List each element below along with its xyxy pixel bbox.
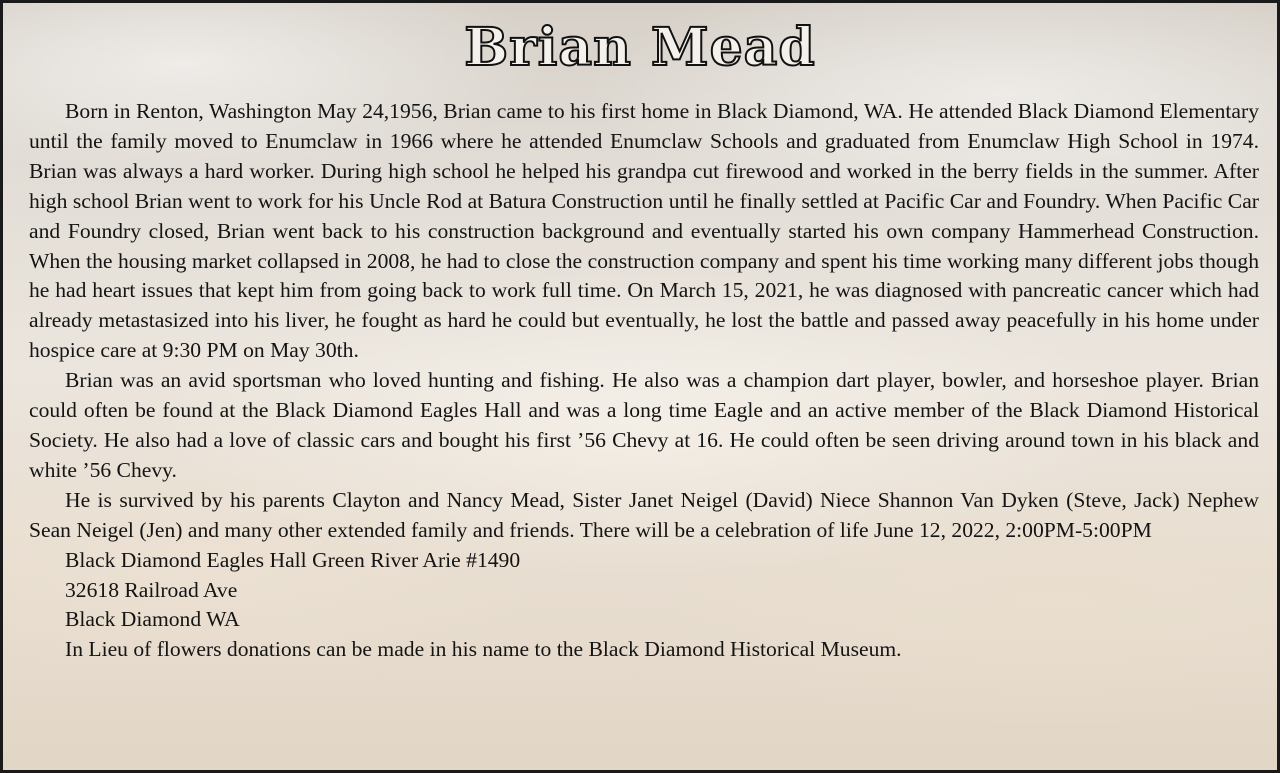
celebration-street: 32618 Railroad Ave bbox=[65, 577, 238, 602]
celebration-city: Black Diamond WA bbox=[65, 607, 240, 632]
obituary-title: Brian Mead bbox=[464, 17, 816, 78]
obituary-body bbox=[29, 97, 1259, 665]
paragraph-hobbies: Brian was an avid sportsman who loved hunting and fishing. He also was a champion dart player, bowler, and horseshoe player. Brian could often be found at the Black Diamond Eagles Hall and was a long time Eagle and an active member of the Black Diamond Historical Society. He also had a love of classic cars and bought his first ’56 Chevy at 16. He could often be seen driving around town in his black and white ’56 Chevy. bbox=[29, 368, 1259, 482]
celebration-venue: Black Diamond Eagles Hall Green River Arie #1490 bbox=[65, 547, 521, 572]
paragraph-biography: Born in Renton, Washington May 24,1956, Brian came to his first home in Black Diamond, WA. He attended Black Diamond Elementary until the family moved to Enumclaw in 1966 where he attended Enumclaw Schools and graduated from Enumclaw High School in 1974. Brian was always a hard worker. During high school he helped his grandpa cut firewood and worked in the berry fields in the summer. After high school Brian went to work for his Uncle Rod at Batura Construction until he finally settled at Pacific Car and Foundry. When Pacific Car and Foundry closed, Brian went back to his construction background and eventually started his own company Hammerhead Construction. When the housing market collapsed in 2008, he had to close the construction company and spent his time working many different jobs though he had heart issues that kept him from going back to work full time. On March 15, 2021, he was diagnosed with pancreatic cancer which had already metastasized into his liver, he fought as hard he could but eventually, he lost the battle and passed away peacefully in his home under hospice care at 9:30 PM on May 30th. bbox=[29, 99, 1259, 363]
paragraph-survivors: He is survived by his parents Clayton and Nancy Mead, Sister Janet Neigel (David) Niece Shannon Van Dyken (Steve, Jack) Nephew Sean Neigel (Jen) and many other extended family and friends. There will be a celebration of life June 12, 2022, 2:00PM-5:00PM bbox=[29, 487, 1259, 542]
donation-note: In Lieu of flowers donations can be made in his name to the Black Diamond Historical Museum. bbox=[65, 637, 902, 662]
